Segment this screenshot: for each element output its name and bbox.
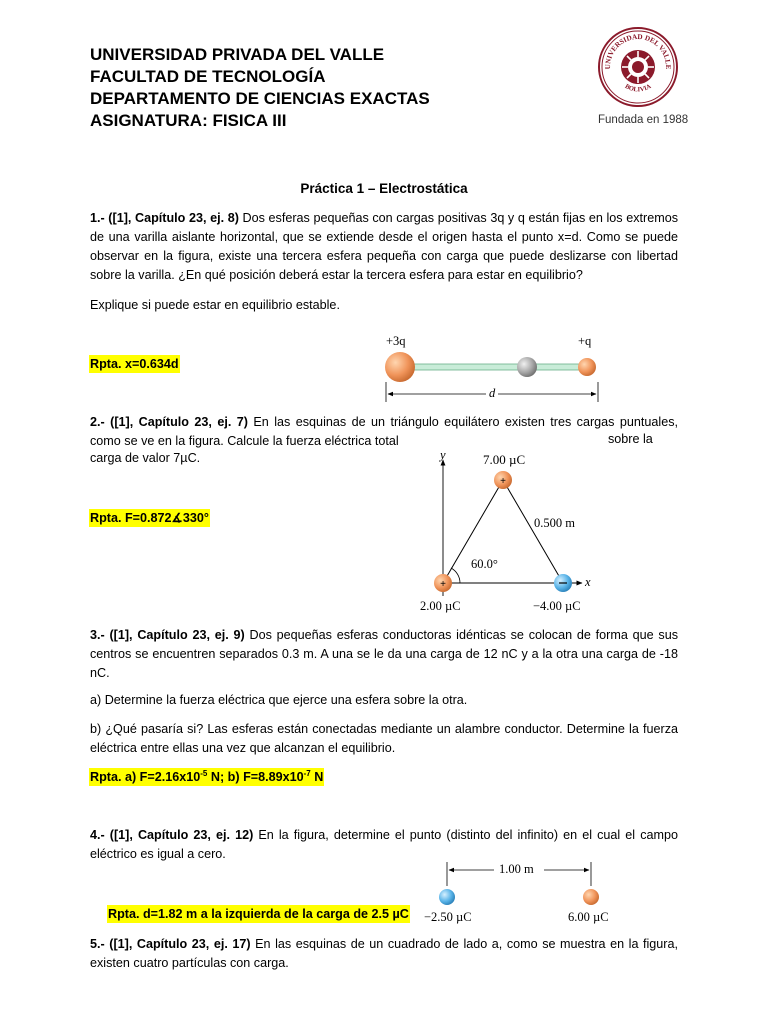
question-4-ref: 4.- ([1], Capítulo 23, ej. 12) — [90, 828, 254, 842]
answer-2: Rpta. F=0.872∡330° — [90, 511, 209, 525]
question-2-text: En las esquinas de un triángulo equilátero existen tres cargas puntuales, como se ve en la figura. Calcule la fuerza eléctrica total — [90, 415, 679, 448]
third-sphere — [517, 357, 537, 377]
fig2-label-top-charge: 7.00 µC — [483, 452, 526, 467]
fig4-label-distance: 1.00 m — [499, 862, 534, 876]
header-department: DEPARTAMENTO DE CIENCIAS EXACTAS — [90, 89, 430, 108]
header-university: UNIVERSIDAD PRIVADA DEL VALLE — [90, 45, 385, 64]
answer-4: Rpta. d=1.82 m a la izquierda de la carga de 2.5 µC — [108, 907, 409, 921]
fig2-label-angle: 60.0° — [471, 557, 498, 571]
page-title: Práctica 1 – Electrostática — [300, 181, 468, 196]
question-3-part-b: b) ¿Qué pasaría si? Las esferas están conectadas mediante un alambre conductor. Determine la fuerza eléctrica entre ellas una vez que alcanzan el equilibrio. — [90, 722, 678, 755]
question-4-text: En la figura, determine el punto (distinto del infinito) en el cual el campo eléctrico es igual a cero. — [90, 828, 678, 861]
logo-bottom-text: BOLIVIA — [623, 82, 653, 94]
question-1-text: Dos esferas pequeñas con cargas positivas 3q y q están fijas en los extremos de una varilla aislante horizontal, que se extiende desde el origen hasta el punto x=d. Como se puede observar en la figura, existe una tercera esfera pequeña con carga que puede deslizarse con libertad sobre la varilla. ¿En qué posición deberá estar la tercera esfera para estar en equilibrio? — [90, 211, 678, 282]
question-2-text-tail: sobre la — [608, 432, 653, 446]
question-3-part-a: a) Determine la fuerza eléctrica que ejerce una esfera sobre la otra. — [90, 693, 468, 707]
fig2-label-x: x — [585, 575, 591, 589]
question-2-ref: 2.- ([1], Capítulo 23, ej. 7) — [90, 415, 248, 429]
answer-3-unit: N — [310, 770, 324, 784]
founded-caption: Fundada en 1988 — [598, 114, 689, 126]
question-1-followup: Explique si puede estar en equilibrio estable. — [90, 298, 340, 312]
question-5-text: En las esquinas de un cuadrado de lado a, como se muestra en la figura, existen cuatro partículas con carga. — [90, 937, 678, 970]
charge-q-sphere — [578, 358, 596, 376]
fig2-label-left-charge: 2.00 µC — [420, 599, 461, 613]
header-faculty: FACULTAD DE TECNOLOGÍA — [90, 67, 326, 86]
fig1-label-d: d — [489, 386, 496, 400]
answer-3-exp-b: -7 — [303, 768, 311, 778]
svg-text:+: + — [500, 476, 506, 487]
svg-text:+: + — [440, 579, 446, 590]
fig4-label-left-charge: −2.50 µC — [424, 910, 472, 924]
answer-1: Rpta. x=0.634d — [90, 357, 179, 371]
question-1-ref: 1.- ([1], Capítulo 23, ej. 8) — [90, 211, 239, 225]
fig1-label-q: +q — [578, 334, 592, 348]
answer-3-part-b: N; b) F=8.89x10 — [207, 770, 304, 784]
fig2-label-right-charge: −4.00 µC — [533, 599, 581, 613]
question-3-ref: 3.- ([1], Capítulo 23, ej. 9) — [90, 628, 245, 642]
question-3-text: Dos pequeñas esferas conductoras idénticas se colocan de forma que sus centros se encuentren separados 0.3 m. A una se le da una carga de 12 nC y a la otra una carga de -18 nC. — [90, 628, 678, 680]
charge-minus-2-5uc — [439, 889, 455, 905]
question-2-text-line3: carga de valor 7µC. — [90, 451, 201, 465]
question-5-ref: 5.- ([1], Capítulo 23, ej. 17) — [90, 937, 251, 951]
header-subject: ASIGNATURA: FISICA III — [90, 111, 287, 130]
fig2-label-y: y — [440, 448, 446, 462]
answer-3-part-a: Rpta. a) F=2.16x10 — [90, 770, 201, 784]
fig4-label-right-charge: 6.00 µC — [568, 910, 609, 924]
answer-3-exp-a: -5 — [200, 768, 208, 778]
charge-6uc — [583, 889, 599, 905]
charge-3q-sphere — [385, 352, 415, 382]
fig2-label-side: 0.500 m — [534, 516, 575, 530]
logo-top-text: UNIVERSIDAD DEL VALLE — [603, 32, 673, 70]
fig1-label-3q: +3q — [386, 334, 406, 348]
